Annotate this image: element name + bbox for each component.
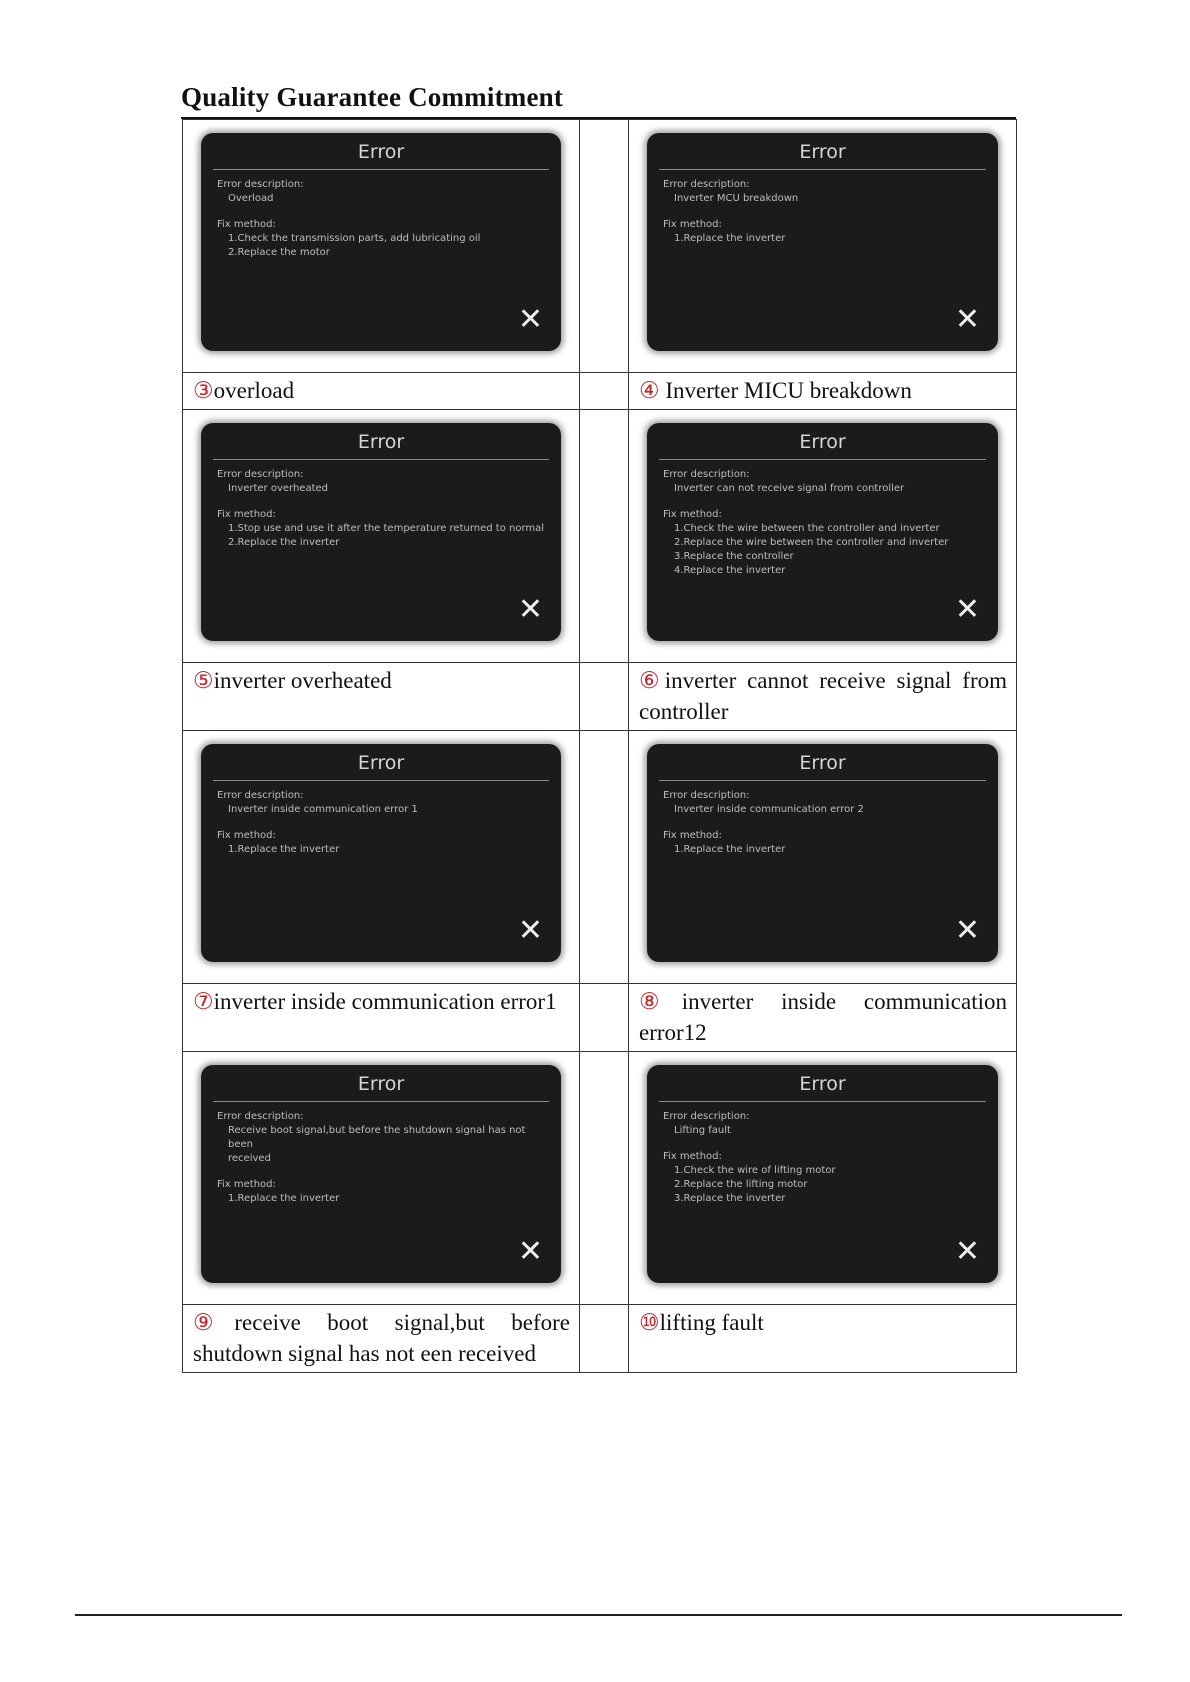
error-number-badge: ⑧ [639, 989, 682, 1014]
fix-step: 2.Replace the wire between the controller and inverter [674, 537, 949, 548]
fix-method-label: Fix method: [663, 219, 722, 230]
fix-step: 4.Replace the inverter [674, 565, 786, 576]
error-number-badge: ⑨ [193, 1310, 235, 1335]
description-label: Error description: [217, 179, 304, 190]
error-dialog-screenshot [201, 744, 561, 962]
dialog-body [647, 460, 998, 578]
dialog-body [201, 170, 561, 260]
close-icon: ✕ [954, 302, 980, 337]
fix-step: 2.Replace the motor [228, 247, 330, 258]
caption-cell [183, 984, 580, 1052]
description-line: Inverter MCU breakdown [674, 193, 799, 204]
error-number-badge: ⑩ [639, 1310, 660, 1335]
spacer-cell [580, 120, 629, 373]
caption-cell [629, 984, 1017, 1052]
description-label: Error description: [217, 790, 304, 801]
close-icon: ✕ [954, 913, 980, 948]
fix-step: 2.Replace the inverter [228, 537, 340, 548]
close-icon: ✕ [517, 592, 543, 627]
caption-row [183, 663, 1017, 731]
description-line: Lifting fault [674, 1125, 731, 1136]
description-line: Receive boot signal,but before the shutdown signal has not been [228, 1125, 526, 1150]
fix-step: 3.Replace the inverter [674, 1193, 786, 1204]
error-dialog-screenshot [647, 1065, 998, 1283]
dialog-title: Error [357, 141, 405, 163]
error-dialog-screenshot [647, 744, 998, 962]
description-line: Inverter inside communication error 2 [674, 804, 864, 815]
footer-rule [75, 1614, 1122, 1616]
fix-step: 1.Replace the inverter [228, 844, 340, 855]
fix-method-label: Fix method: [217, 830, 276, 841]
error-caption: inverter inside communication error1 [213, 989, 557, 1014]
caption-row [183, 1305, 1017, 1373]
page-title: Quality Guarantee Commitment [181, 82, 564, 112]
fix-step: 1.Replace the inverter [674, 233, 786, 244]
description-line: Inverter overheated [228, 483, 328, 494]
close-icon: ✕ [954, 592, 980, 627]
error-caption: receive boot signal,but before shutdown signal has not een received [193, 1310, 571, 1366]
fix-method-label: Fix method: [663, 509, 722, 520]
spacer-cell [580, 663, 629, 731]
fix-step: 1.Replace the inverter [674, 844, 786, 855]
error-caption: Inverter MICU breakdown [659, 378, 912, 403]
fix-method-label: Fix method: [217, 219, 276, 230]
dialog-title: Error [357, 752, 405, 774]
fix-method-label: Fix method: [663, 1151, 722, 1162]
fix-method-label: Fix method: [663, 830, 722, 841]
fix-step: 2.Replace the lifting motor [674, 1179, 808, 1190]
close-icon: ✕ [517, 1234, 543, 1269]
fix-step: 1.Check the transmission parts, add lubricating oil [228, 233, 481, 244]
error-caption: inverter cannot receive signal from controller [639, 668, 1008, 724]
dialog-title: Error [799, 1073, 846, 1095]
screenshot-cell [183, 120, 580, 373]
error-dialog-screenshot [201, 1065, 561, 1283]
screenshot-row [183, 410, 1017, 663]
screenshot-cell [629, 120, 1017, 373]
caption-row [183, 373, 1017, 410]
description-line: Overload [228, 193, 274, 204]
spacer-cell [580, 731, 629, 984]
fix-method-label: Fix method: [217, 509, 276, 520]
fix-step: 1.Check the wire between the controller and inverter [674, 523, 940, 534]
screenshot-cell [183, 410, 580, 663]
spacer-cell [580, 1305, 629, 1373]
screenshot-row [183, 1052, 1017, 1305]
screenshot-cell [629, 731, 1017, 984]
screenshot-row [183, 120, 1017, 373]
spacer-cell [580, 1052, 629, 1305]
dialog-body [647, 781, 998, 857]
description-line: received [228, 1153, 271, 1164]
dialog-body [201, 781, 561, 857]
fix-step: 1.Stop use and use it after the temperature returned to normal [228, 523, 545, 534]
dialog-body [647, 170, 998, 246]
screenshot-cell [183, 731, 580, 984]
fix-step: 3.Replace the controller [674, 551, 794, 562]
description-label: Error description: [217, 1111, 304, 1122]
dialog-title: Error [357, 431, 405, 453]
error-number-badge: ⑤ [193, 668, 214, 693]
screenshot-cell [629, 410, 1017, 663]
error-dialog-screenshot [647, 423, 998, 641]
error-number-badge: ③ [193, 378, 214, 403]
error-number-badge: ⑦ [193, 989, 214, 1014]
description-label: Error description: [663, 469, 750, 480]
fix-method-label: Fix method: [217, 1179, 276, 1190]
fix-step: 1.Replace the inverter [228, 1193, 340, 1204]
caption-row [183, 984, 1017, 1052]
dialog-title: Error [799, 431, 846, 453]
dialog-title: Error [357, 1073, 405, 1095]
error-dialog-screenshot [647, 133, 998, 351]
spacer-cell [580, 373, 629, 410]
caption-cell [183, 373, 580, 410]
description-label: Error description: [217, 469, 304, 480]
dialog-title: Error [799, 752, 846, 774]
dialog-body [201, 1102, 561, 1206]
spacer-cell [580, 410, 629, 663]
dialog-body [647, 1102, 998, 1206]
caption-cell [629, 373, 1017, 410]
close-icon: ✕ [517, 302, 543, 337]
screenshot-row [183, 731, 1017, 984]
error-number-badge: ④ [639, 378, 660, 403]
error-caption: overload [213, 378, 295, 403]
error-screens-table [182, 119, 1017, 1373]
description-label: Error description: [663, 1111, 750, 1122]
error-caption: lifting fault [659, 1310, 764, 1335]
caption-cell [183, 1305, 580, 1373]
caption-cell [183, 663, 580, 731]
description-label: Error description: [663, 790, 750, 801]
dialog-body [201, 460, 561, 550]
screenshot-cell [183, 1052, 580, 1305]
caption-cell [629, 663, 1017, 731]
fix-step: 1.Check the wire of lifting motor [674, 1165, 836, 1176]
error-dialog-screenshot [201, 133, 561, 351]
error-number-badge: ⑥ [639, 668, 665, 693]
close-icon: ✕ [954, 1234, 980, 1269]
dialog-title: Error [799, 141, 846, 163]
error-caption: inverter overheated [213, 668, 392, 693]
spacer-cell [580, 984, 629, 1052]
close-icon: ✕ [517, 913, 543, 948]
error-dialog-screenshot [201, 423, 561, 641]
description-label: Error description: [663, 179, 750, 190]
description-line: Inverter can not receive signal from controller [674, 483, 905, 494]
caption-cell [629, 1305, 1017, 1373]
screenshot-cell [629, 1052, 1017, 1305]
error-caption: inverter inside communication error12 [639, 989, 1007, 1045]
description-line: Inverter inside communication error 1 [228, 804, 418, 815]
